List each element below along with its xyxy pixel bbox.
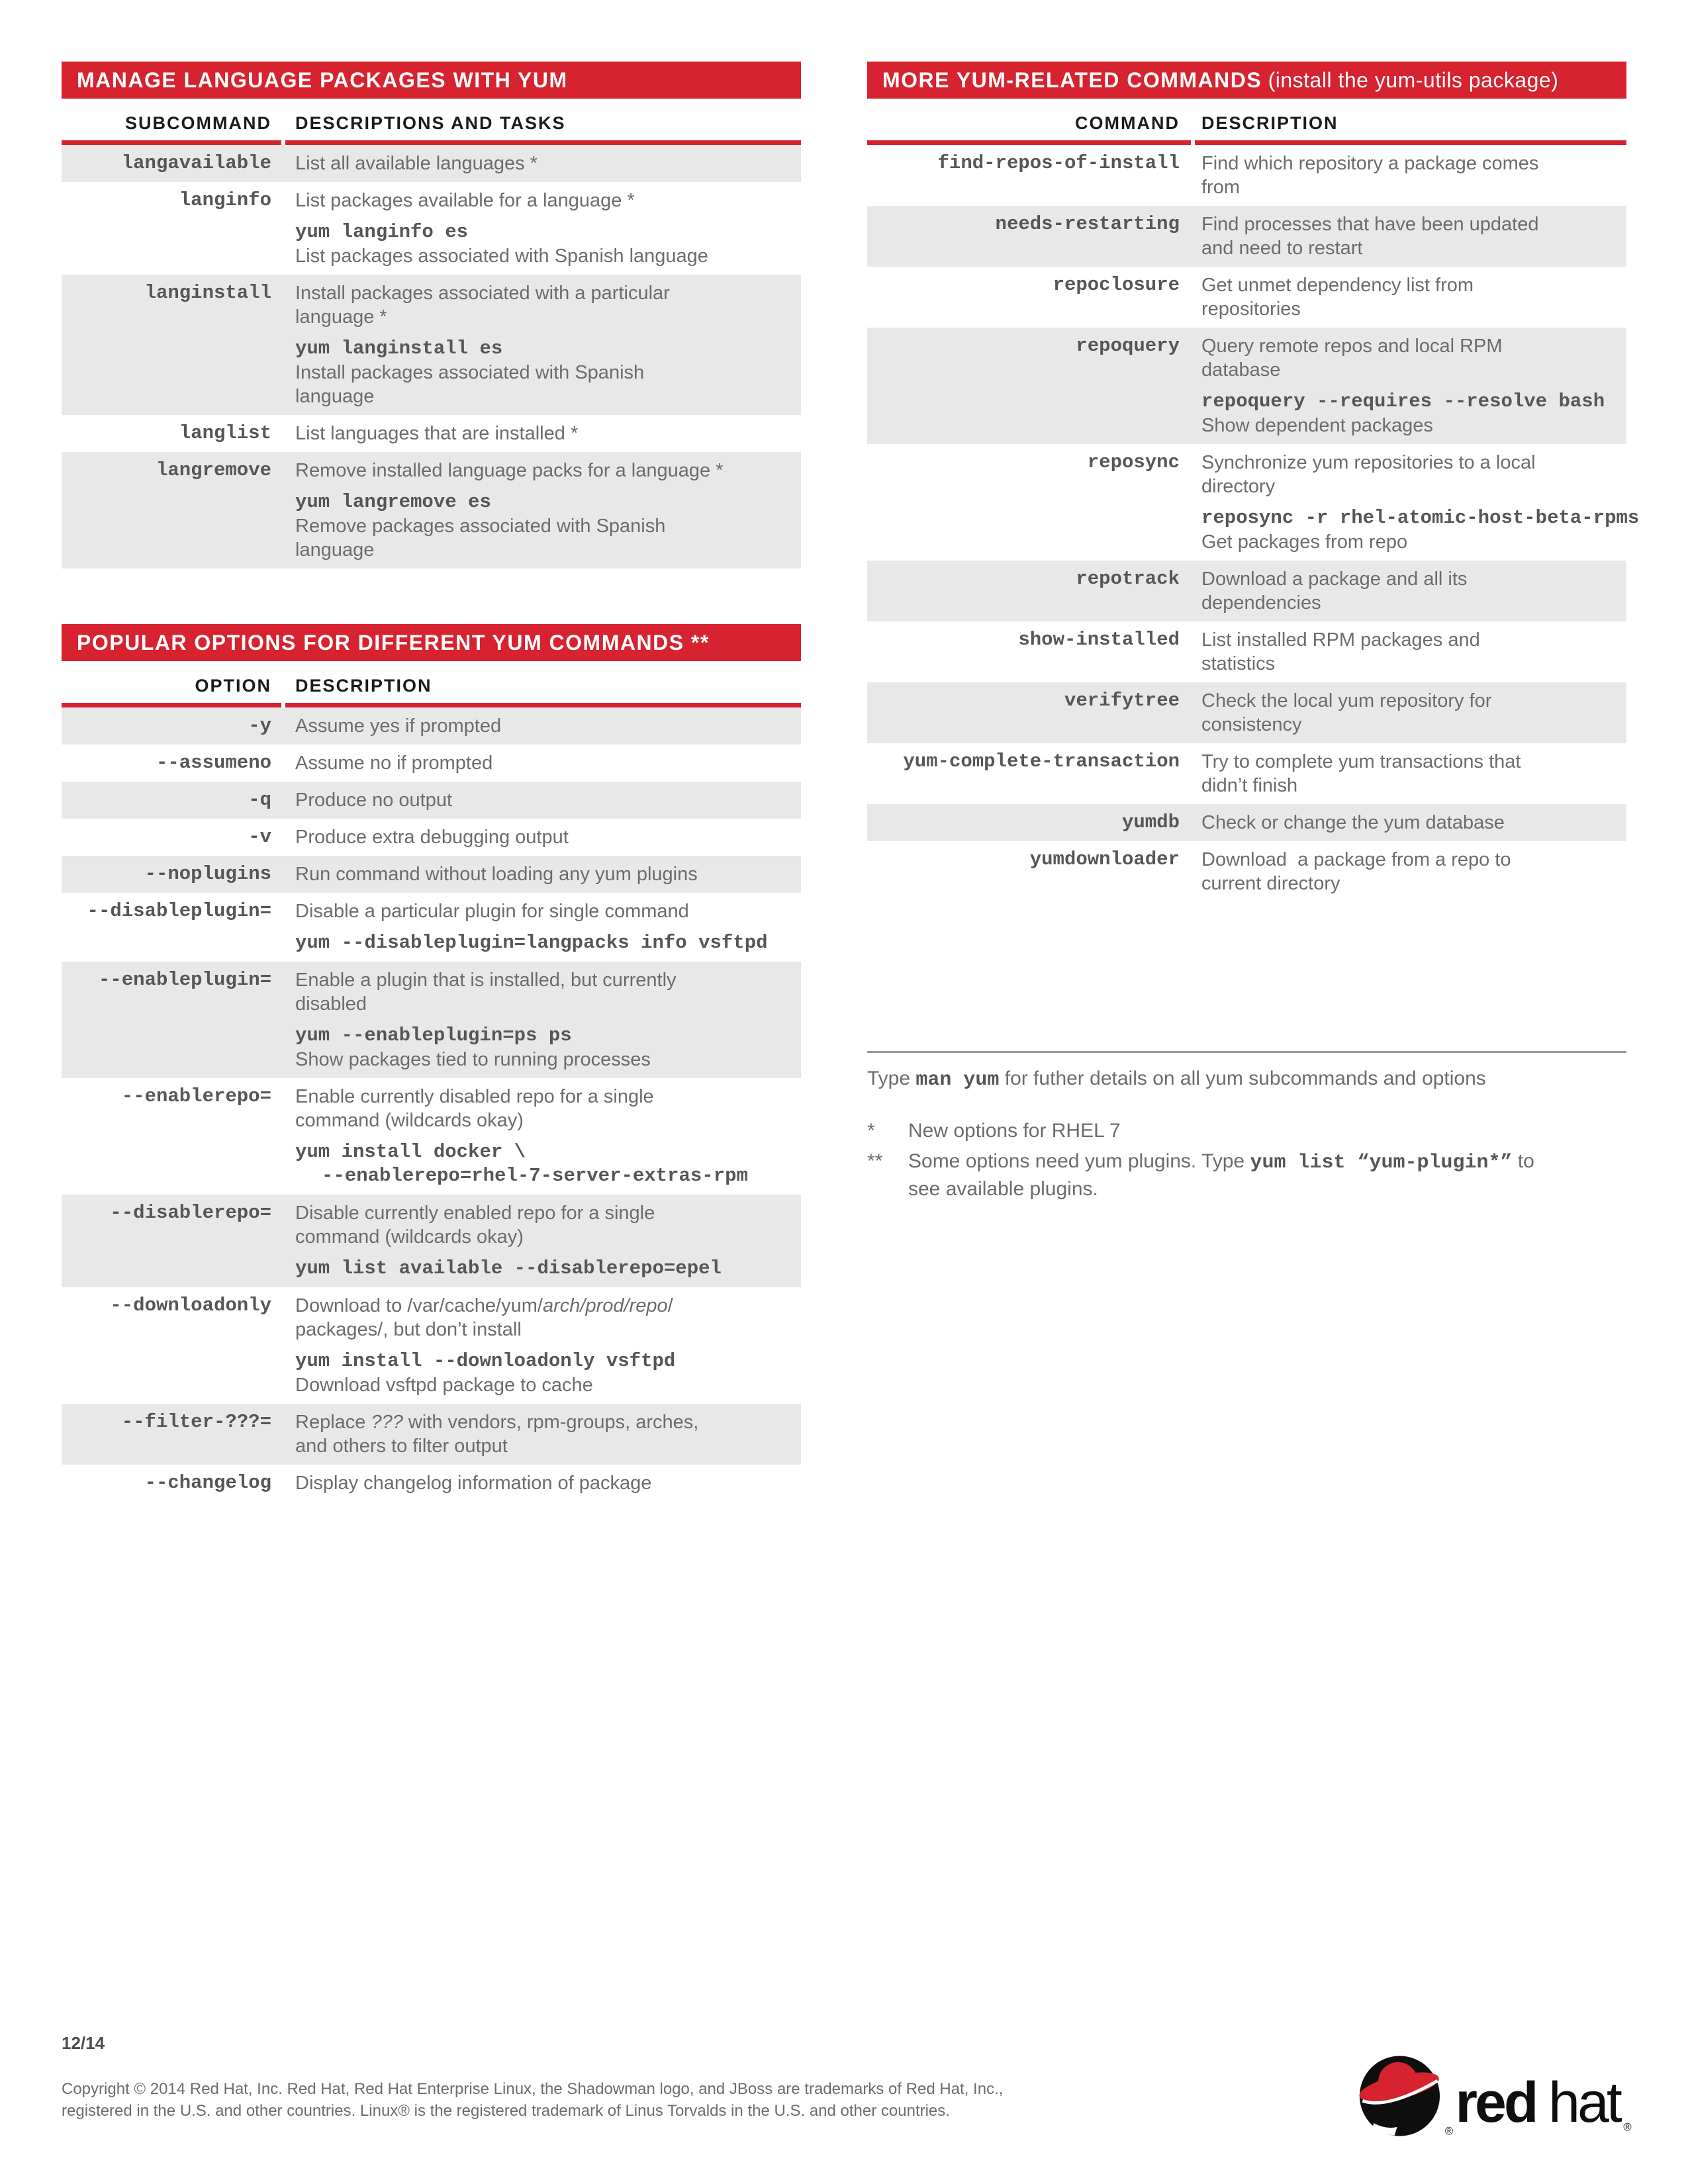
command-cell: needs-restarting	[995, 213, 1180, 235]
footnote-text: Some options need yum plugins. Type yum list “yum-plugin*” to see available plugins.	[908, 1150, 1534, 1200]
table-row	[62, 745, 801, 782]
svg-text:red: red	[1455, 2071, 1536, 2135]
man-yum-note: Type man yum for futher details on all yum subcommands and options	[867, 1068, 1486, 1091]
description-cell	[1201, 567, 1626, 615]
description-cell	[1201, 689, 1626, 737]
code-line: yum list available --disablerepo=epel	[295, 1257, 722, 1279]
description-line: Download a package from a repo to	[1201, 849, 1511, 870]
description-line: Query remote repos and local RPM	[1201, 336, 1503, 357]
footnote-marker: **	[867, 1150, 883, 1172]
description-line: dependencies	[1201, 592, 1321, 614]
description-line: List all available languages *	[295, 153, 538, 174]
header-underline	[62, 140, 801, 145]
description-line: Check the local yum repository for	[1201, 690, 1492, 711]
description-cell	[295, 459, 801, 562]
code-line: yum langinfo es	[295, 221, 469, 243]
footnote-item	[867, 1118, 1626, 1144]
header-underline	[867, 140, 1626, 145]
command-cell: --disableplugin=	[87, 900, 271, 922]
command-cell: -q	[248, 789, 271, 811]
description-line: Assume no if prompted	[295, 752, 493, 774]
description-line: Get unmet dependency list from	[1201, 275, 1474, 296]
command-cell: yum-complete-transaction	[903, 751, 1180, 772]
command-cell: -v	[248, 826, 271, 848]
command-cell: langavailable	[121, 152, 271, 174]
description-line: and others to filter output	[295, 1435, 508, 1457]
table-row	[62, 452, 801, 569]
description-line: statistics	[1201, 653, 1276, 674]
table-row	[867, 743, 1626, 804]
section-more-yum-commands	[867, 62, 1640, 902]
page-number: 12/14	[62, 2033, 105, 2053]
table-row	[867, 841, 1626, 902]
description-cell	[295, 189, 801, 268]
command-cell: langremove	[156, 459, 271, 481]
description-cell	[1201, 848, 1626, 895]
footnote-item	[867, 1148, 1626, 1203]
command-cell: --enablerepo=	[121, 1085, 271, 1107]
command-cell: find-repos-of-install	[937, 152, 1180, 174]
table-row	[867, 621, 1626, 682]
description-line: Find processes that have been updated	[1201, 214, 1539, 235]
column-header-subcommand: SUBCOMMAND	[125, 113, 271, 133]
section-popular-options	[62, 624, 801, 1502]
description-line: consistency	[1201, 714, 1302, 735]
description-cell	[295, 152, 801, 175]
description-cell	[295, 422, 801, 445]
table-row	[867, 561, 1626, 621]
command-cell: yumdb	[1121, 811, 1180, 833]
table-header-row	[62, 676, 801, 696]
description-cell	[295, 1201, 801, 1281]
column-header-descriptions: DESCRIPTIONS AND TASKS	[295, 113, 566, 133]
column-header-description: DESCRIPTION	[295, 676, 432, 696]
description-cell	[1201, 750, 1626, 797]
copyright-line: Copyright © 2014 Red Hat, Inc. Red Hat, Red Hat Enterprise Linux, the Shadowman logo, and JBoss are trademarks of Red Hat, Inc.,	[62, 2080, 1004, 2098]
command-cell: verifytree	[1064, 690, 1180, 711]
description-line: Show packages tied to running processes	[295, 1049, 651, 1070]
description-line: Remove packages associated with Spanish	[295, 516, 666, 537]
section-manage-language-packages	[62, 62, 801, 569]
redhat-logo	[1357, 2048, 1635, 2148]
table-header-row	[867, 113, 1626, 134]
description-line: Install packages associated with Spanish	[295, 362, 645, 383]
table-row	[867, 267, 1626, 328]
code-line: reposync -r rhel-atomic-host-beta-rpms	[1201, 507, 1640, 529]
command-cell: --enableplugin=	[98, 969, 271, 991]
description-cell	[1201, 152, 1626, 199]
table-row	[62, 1195, 801, 1287]
description-line: Synchronize yum repositories to a local	[1201, 452, 1536, 473]
section-title: POPULAR OPTIONS FOR DIFFERENT YUM COMMANDS **	[77, 630, 710, 655]
description-line: database	[1201, 359, 1281, 381]
description-line: Disable a particular plugin for single command	[295, 901, 689, 922]
description-line: Install packages associated with a particular	[295, 283, 670, 304]
command-cell: reposync	[1087, 451, 1180, 473]
table-row	[867, 682, 1626, 743]
command-cell: yumdownloader	[1029, 848, 1180, 870]
table-row	[62, 1404, 801, 1465]
command-cell: --disablerepo=	[110, 1202, 271, 1224]
description-cell	[295, 825, 801, 849]
code-line: --enablerepo=rhel-7-server-extras-rpm	[322, 1165, 748, 1187]
description-line: Show dependent packages	[1201, 415, 1433, 436]
description-cell	[1201, 273, 1626, 321]
description-line: didn’t finish	[1201, 775, 1298, 796]
section-title: MANAGE LANGUAGE PACKAGES WITH YUM	[77, 68, 568, 92]
description-line: Download a package and all its	[1201, 569, 1468, 590]
description-line: Try to complete yum transactions that	[1201, 751, 1521, 772]
description-line: Replace ??? with vendors, rpm-groups, arches,	[295, 1412, 699, 1433]
description-line: directory	[1201, 476, 1276, 497]
section-title-bar	[867, 62, 1626, 99]
svg-text:hat: hat	[1548, 2071, 1620, 2135]
table-row	[867, 328, 1626, 444]
table-row	[867, 145, 1626, 206]
table-row	[62, 1465, 801, 1502]
command-cell: repoquery	[1076, 335, 1180, 357]
description-cell	[295, 1085, 801, 1188]
command-cell: -y	[248, 715, 271, 737]
description-line: disabled	[295, 993, 367, 1015]
description-cell	[295, 281, 801, 408]
table-body	[867, 145, 1640, 902]
description-cell	[295, 1410, 801, 1458]
description-line: language *	[295, 306, 387, 328]
section-title-bar	[62, 624, 801, 661]
description-line: List installed RPM packages and	[1201, 629, 1480, 651]
command-cell: show-installed	[1018, 629, 1180, 651]
code-line: yum langinstall es	[295, 338, 503, 359]
table-row	[62, 893, 801, 962]
command-cell: --downloadonly	[110, 1295, 271, 1316]
shadowman-logo-icon	[1357, 2048, 1635, 2144]
footnotes-block	[867, 1051, 1626, 1203]
description-line: Run command without loading any yum plugins	[295, 864, 698, 885]
description-line: Find which repository a package comes	[1201, 153, 1539, 174]
table-row	[62, 145, 801, 182]
column-header-command: COMMAND	[1075, 113, 1180, 133]
description-line: List packages associated with Spanish language	[295, 246, 708, 267]
table-row	[62, 707, 801, 745]
description-cell	[295, 968, 801, 1071]
table-row	[62, 182, 801, 275]
description-line: and need to restart	[1201, 238, 1363, 259]
description-line: Check or change the yum database	[1201, 812, 1505, 833]
description-line: Disable currently enabled repo for a single	[295, 1203, 655, 1224]
footnote-marker: *	[867, 1120, 875, 1142]
description-line: command (wildcards okay)	[295, 1110, 524, 1131]
table-row	[62, 856, 801, 893]
description-line: from	[1201, 177, 1240, 198]
table-row	[867, 206, 1626, 267]
svg-text:®: ®	[1623, 2120, 1632, 2134]
footnote-text: New options for RHEL 7	[908, 1120, 1121, 1142]
column-header-description: DESCRIPTION	[1201, 113, 1338, 133]
description-line: Assume yes if prompted	[295, 715, 502, 737]
description-cell	[1201, 334, 1626, 437]
description-line: Remove installed language packs for a language *	[295, 460, 724, 481]
description-line: command (wildcards okay)	[295, 1226, 524, 1248]
asterisk-footnotes	[867, 1118, 1626, 1203]
description-cell	[295, 714, 801, 738]
description-cell	[1201, 212, 1626, 260]
table-row	[867, 804, 1626, 841]
code-line: yum install docker \	[295, 1141, 526, 1163]
description-line: List languages that are installed *	[295, 423, 579, 444]
description-line: List packages available for a language *	[295, 190, 635, 211]
description-cell	[295, 751, 801, 775]
separator-rule	[867, 1051, 1626, 1053]
command-cell: repotrack	[1076, 568, 1180, 590]
description-cell	[1201, 628, 1626, 676]
header-underline	[62, 703, 801, 707]
table-row	[62, 415, 801, 452]
description-line: Produce extra debugging output	[295, 827, 569, 848]
command-cell: --changelog	[144, 1472, 271, 1494]
description-cell	[295, 1294, 801, 1397]
description-line: current directory	[1201, 873, 1340, 894]
section-title-suffix: (install the yum-utils package)	[1262, 68, 1559, 92]
description-cell	[1201, 811, 1626, 835]
table-row	[62, 1287, 801, 1404]
column-header-option: OPTION	[195, 676, 271, 696]
description-line: Get packages from repo	[1201, 531, 1408, 553]
command-cell: --filter-???=	[121, 1411, 271, 1433]
command-cell: repoclosure	[1053, 274, 1180, 296]
table-row	[62, 819, 801, 856]
section-title: MORE YUM-RELATED COMMANDS	[882, 68, 1262, 92]
description-line: Enable a plugin that is installed, but currently	[295, 970, 677, 991]
section-title-bar	[62, 62, 801, 99]
description-line: Download to /var/cache/yum/arch/prod/repo/	[295, 1295, 673, 1316]
description-cell	[295, 788, 801, 812]
copyright-text	[62, 2078, 1220, 2122]
description-cell	[295, 899, 801, 955]
table-body	[62, 145, 801, 569]
description-line: packages/, but don’t install	[295, 1319, 522, 1340]
description-line: language	[295, 386, 375, 407]
table-row	[62, 962, 801, 1078]
code-line: yum install --downloadonly vsftpd	[295, 1350, 676, 1372]
table-row	[62, 782, 801, 819]
command-cell: --noplugins	[144, 863, 271, 885]
table-body	[62, 707, 801, 1502]
table-row	[62, 1078, 801, 1195]
description-line: Produce no output	[295, 790, 453, 811]
table-row	[867, 444, 1640, 561]
description-line: Enable currently disabled repo for a single	[295, 1086, 654, 1107]
description-cell	[295, 862, 801, 886]
description-cell	[1201, 451, 1640, 554]
code-line: yum --enableplugin=ps ps	[295, 1024, 572, 1046]
description-line: language	[295, 539, 375, 561]
command-cell: langlist	[179, 422, 271, 444]
copyright-line: registered in the U.S. and other countries. Linux® is the registered trademark of Linus Torvalds in the U.S. and other countries.	[62, 2102, 950, 2120]
code-line: yum --disableplugin=langpacks info vsftpd	[295, 932, 768, 954]
table-row	[62, 275, 801, 415]
code-line: yum langremove es	[295, 491, 491, 513]
command-cell: langinfo	[179, 189, 271, 211]
table-header-row	[62, 113, 801, 134]
description-cell	[295, 1471, 801, 1495]
description-line: Download vsftpd package to cache	[295, 1375, 593, 1396]
command-cell: langinstall	[144, 282, 271, 304]
svg-text:®: ®	[1444, 2124, 1454, 2138]
code-line: repoquery --requires --resolve bash	[1201, 390, 1605, 412]
description-line: Display changelog information of package	[295, 1473, 652, 1494]
command-cell: --assumeno	[156, 752, 271, 774]
description-line: repositories	[1201, 298, 1301, 320]
